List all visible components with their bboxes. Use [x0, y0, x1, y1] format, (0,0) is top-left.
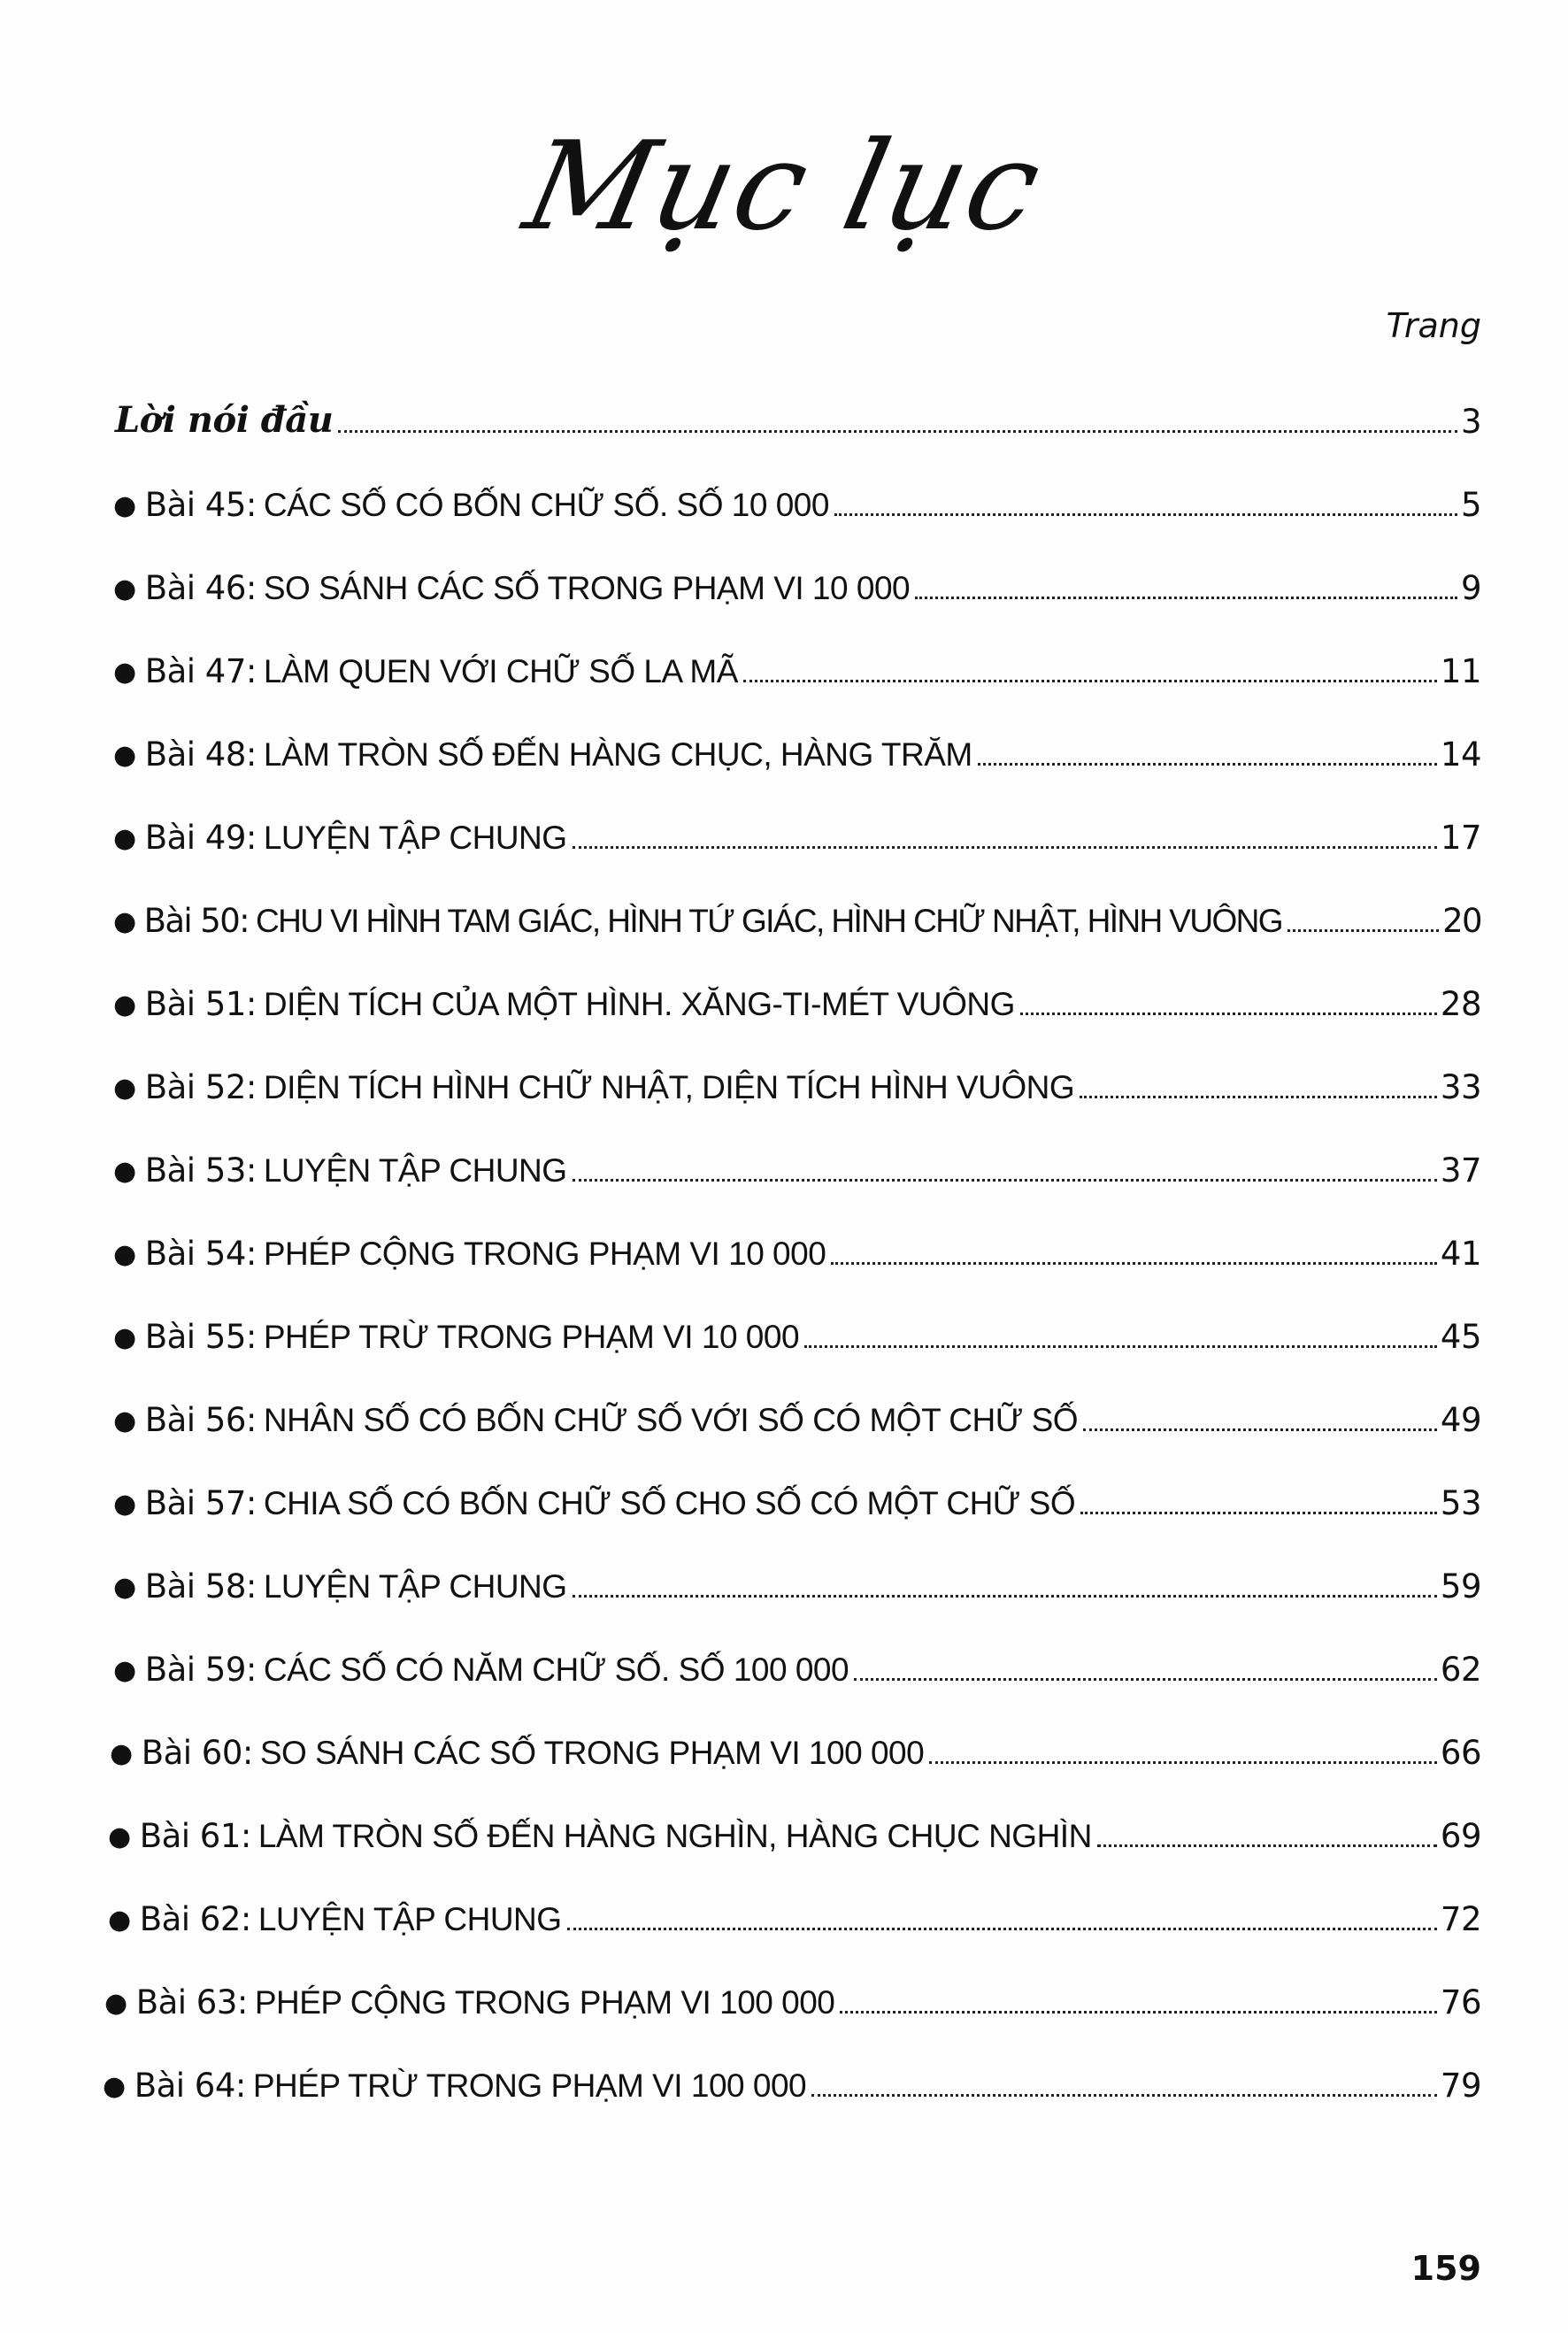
toc-foreword [115, 399, 1481, 441]
lesson-title: SO SÁNH CÁC SỐ TRONG PHẠM VI 10 000 [263, 570, 911, 606]
bullet-icon: ● [110, 1738, 133, 1769]
lesson-title: DIỆN TÍCH CỦA MỘT HÌNH. XĂNG-TI-MÉT VUÔNG [263, 986, 1015, 1022]
lesson-title: LUYỆN TẬP CHUNG [257, 1901, 562, 1937]
toc-entry-label [144, 1651, 849, 1689]
lesson-number: Bài 55: [144, 1318, 257, 1356]
toc-entry-label [144, 1484, 1076, 1522]
toc-entry [113, 1484, 1481, 1522]
lesson-title: LÀM QUEN VỚI CHỮ SỐ LA MÃ [263, 653, 738, 689]
lesson-title: PHÉP CỘNG TRONG PHẠM VI 100 000 [254, 1984, 835, 2021]
dot-leader [1080, 1512, 1437, 1514]
bullet-icon: ● [113, 740, 136, 771]
bullet-icon: ● [113, 1156, 136, 1187]
lesson-title: LUYỆN TẬP CHUNG [263, 1568, 567, 1605]
lesson-number: Bài 60: [141, 1734, 253, 1772]
toc-entry [113, 486, 1481, 524]
toc-entry [113, 819, 1481, 857]
toc-entry-label [135, 1983, 835, 2021]
dot-leader [1097, 1844, 1437, 1847]
toc-entry-label [144, 569, 911, 607]
bullet-icon: ● [113, 574, 136, 604]
bullet-icon: ● [113, 490, 136, 521]
lesson-number: Bài 64: [134, 2067, 246, 2105]
bullet-icon: ● [113, 823, 136, 854]
toc-entry-label [139, 1817, 1092, 1855]
toc-entry-label [144, 1151, 567, 1190]
toc-entry-label [144, 735, 972, 774]
toc-entry-label [144, 1401, 1079, 1439]
lesson-title: LÀM TRÒN SỐ ĐẾN HÀNG CHỤC, HÀNG TRĂM [263, 736, 972, 773]
toc-entry-label [144, 1068, 1075, 1106]
dot-leader [567, 1928, 1437, 1930]
bullet-icon: ● [108, 1905, 131, 1936]
toc-entry [113, 1318, 1481, 1356]
lesson-title: CÁC SỐ CÓ BỐN CHỮ SỐ. SỐ 10 000 [263, 487, 829, 523]
toc-entry [104, 1983, 1481, 2021]
toc-entry-page: 28 [1440, 985, 1481, 1023]
toc-entry-page: 9 [1460, 569, 1481, 607]
lesson-number: Bài 50: [143, 902, 250, 940]
lesson-number: Bài 54: [144, 1235, 257, 1273]
bullet-icon: ● [113, 1572, 136, 1603]
lesson-number: Bài 57: [144, 1484, 257, 1522]
bullet-icon: ● [113, 1073, 136, 1104]
dot-leader [573, 846, 1437, 849]
toc-entry-page: 14 [1440, 735, 1481, 774]
dot-leader [338, 430, 1457, 433]
toc-entry-page: 69 [1440, 1817, 1481, 1855]
lesson-title: LUYỆN TẬP CHUNG [263, 820, 567, 856]
toc-entry [113, 1567, 1481, 1605]
bullet-icon: ● [103, 2071, 126, 2102]
lesson-number: Bài 61: [139, 1817, 251, 1855]
toc-entry-label [139, 1900, 562, 1938]
lesson-number: Bài 49: [144, 819, 257, 857]
dot-leader [1083, 1428, 1437, 1431]
toc-entry-page: 37 [1440, 1151, 1481, 1190]
lesson-number: Bài 58: [144, 1567, 257, 1605]
bullet-icon: ● [113, 1322, 136, 1353]
dot-leader [811, 2094, 1437, 2097]
toc-entry-page: 49 [1440, 1401, 1481, 1439]
lesson-title: SO SÁNH CÁC SỐ TRONG PHẠM VI 100 000 [259, 1735, 925, 1771]
dot-leader [915, 597, 1457, 599]
toc-entry-page: 20 [1442, 902, 1481, 940]
lesson-title: PHÉP TRỪ TRONG PHẠM VI 10 000 [263, 1319, 800, 1355]
lesson-number: Bài 56: [144, 1401, 257, 1439]
toc-entry-page: 66 [1440, 1734, 1481, 1772]
toc-entry-page: 59 [1440, 1567, 1481, 1605]
dot-leader [1020, 1013, 1437, 1015]
toc-entry [113, 985, 1481, 1023]
toc-entry-label [144, 1235, 826, 1273]
toc-entry-label [144, 1318, 800, 1356]
dot-leader [831, 1262, 1437, 1265]
page-number: 159 [1410, 2249, 1481, 2288]
toc-entry [113, 1151, 1481, 1190]
toc-entry [113, 652, 1481, 690]
toc-entry [113, 735, 1481, 774]
dot-leader [929, 1761, 1437, 1764]
lesson-number: Bài 51: [144, 985, 257, 1023]
lesson-number: Bài 63: [135, 1983, 248, 2021]
bullet-icon: ● [113, 906, 135, 937]
toc-entry-label [144, 486, 829, 524]
lesson-title: NHÂN SỐ CÓ BỐN CHỮ SỐ VỚI SỐ CÓ MỘT CHỮ SỐ [263, 1402, 1079, 1438]
dot-leader [840, 2011, 1437, 2013]
lesson-number: Bài 47: [144, 652, 257, 690]
lesson-number: Bài 52: [144, 1068, 257, 1106]
toc-entry-page: 76 [1440, 1983, 1481, 2021]
toc-entry [108, 1900, 1481, 1938]
toc-entry-page: 5 [1460, 486, 1481, 524]
bullet-icon: ● [113, 1239, 136, 1270]
toc-entry-label [143, 902, 1282, 940]
dot-leader [573, 1595, 1437, 1598]
toc-entry-label [134, 2067, 807, 2105]
toc-entry [103, 2067, 1481, 2105]
toc-entry-page: 41 [1440, 1235, 1481, 1273]
toc-entry-page: 45 [1440, 1318, 1481, 1356]
dot-leader [743, 680, 1437, 682]
lesson-title: PHÉP CỘNG TRONG PHẠM VI 10 000 [263, 1236, 826, 1272]
dot-leader [854, 1678, 1437, 1681]
lesson-title: DIỆN TÍCH HÌNH CHỮ NHẬT, DIỆN TÍCH HÌNH VUÔNG [263, 1069, 1075, 1105]
toc-entry-page: 33 [1440, 1068, 1481, 1106]
toc-entry-page: 53 [1440, 1484, 1481, 1522]
page-column-label: Trang [1386, 306, 1481, 345]
lesson-number: Bài 62: [139, 1900, 251, 1938]
bullet-icon: ● [113, 1405, 136, 1436]
toc-entry [113, 1651, 1481, 1689]
dot-leader [978, 763, 1437, 766]
title-text: Mục lục [514, 115, 1054, 258]
toc-entry-page: 72 [1440, 1900, 1481, 1938]
toc-entry-label [144, 819, 567, 857]
lesson-title: PHÉP TRỪ TRONG PHẠM VI 100 000 [252, 2067, 807, 2104]
toc-entry-label [141, 1734, 925, 1772]
bullet-icon: ● [104, 1988, 127, 2019]
toc-entry-page: 17 [1440, 819, 1481, 857]
toc-entry-page: 79 [1440, 2067, 1481, 2105]
bullet-icon: ● [113, 1489, 136, 1520]
toc-entry-label [144, 1567, 567, 1605]
bullet-icon: ● [113, 989, 136, 1020]
toc-entry [113, 1401, 1481, 1439]
toc-entry [113, 1068, 1481, 1106]
lesson-number: Bài 53: [144, 1151, 257, 1190]
lesson-number: Bài 46: [144, 569, 257, 607]
bullet-icon: ● [113, 1655, 136, 1686]
dot-leader [573, 1179, 1437, 1182]
dot-leader [804, 1345, 1437, 1348]
toc-entry [113, 1235, 1481, 1273]
toc-foreword-label: Lời nói đầu [115, 399, 334, 441]
toc-entry-label [144, 985, 1015, 1023]
bullet-icon: ● [108, 1821, 131, 1852]
lesson-title: CHIA SỐ CÓ BỐN CHỮ SỐ CHO SỐ CÓ MỘT CHỮ SỐ [263, 1485, 1076, 1521]
toc-entry [110, 1734, 1481, 1772]
toc-entry [113, 902, 1481, 940]
dot-leader [834, 513, 1457, 516]
dot-leader [1080, 1096, 1437, 1098]
toc-entry [108, 1817, 1481, 1855]
toc-entry [113, 569, 1481, 607]
toc-entry-label [144, 652, 738, 690]
lesson-title: CÁC SỐ CÓ NĂM CHỮ SỐ. SỐ 100 000 [263, 1652, 849, 1688]
lesson-title: LUYỆN TẬP CHUNG [263, 1152, 567, 1189]
dot-leader [1287, 929, 1439, 932]
lesson-title: LÀM TRÒN SỐ ĐẾN HÀNG NGHÌN, HÀNG CHỤC NGHÌN [257, 1818, 1092, 1854]
lesson-number: Bài 59: [144, 1651, 257, 1689]
toc-foreword-page: 3 [1460, 403, 1481, 441]
lesson-number: Bài 45: [144, 486, 257, 524]
lesson-number: Bài 48: [144, 735, 257, 774]
bullet-icon: ● [113, 657, 136, 688]
lesson-title: CHU VI HÌNH TAM GIÁC, HÌNH TỨ GIÁC, HÌNH CHỮ NHẬT, HÌNH VUÔNG [256, 903, 1282, 939]
toc-entry-page: 62 [1440, 1651, 1481, 1689]
toc-entry-page: 11 [1440, 652, 1481, 690]
